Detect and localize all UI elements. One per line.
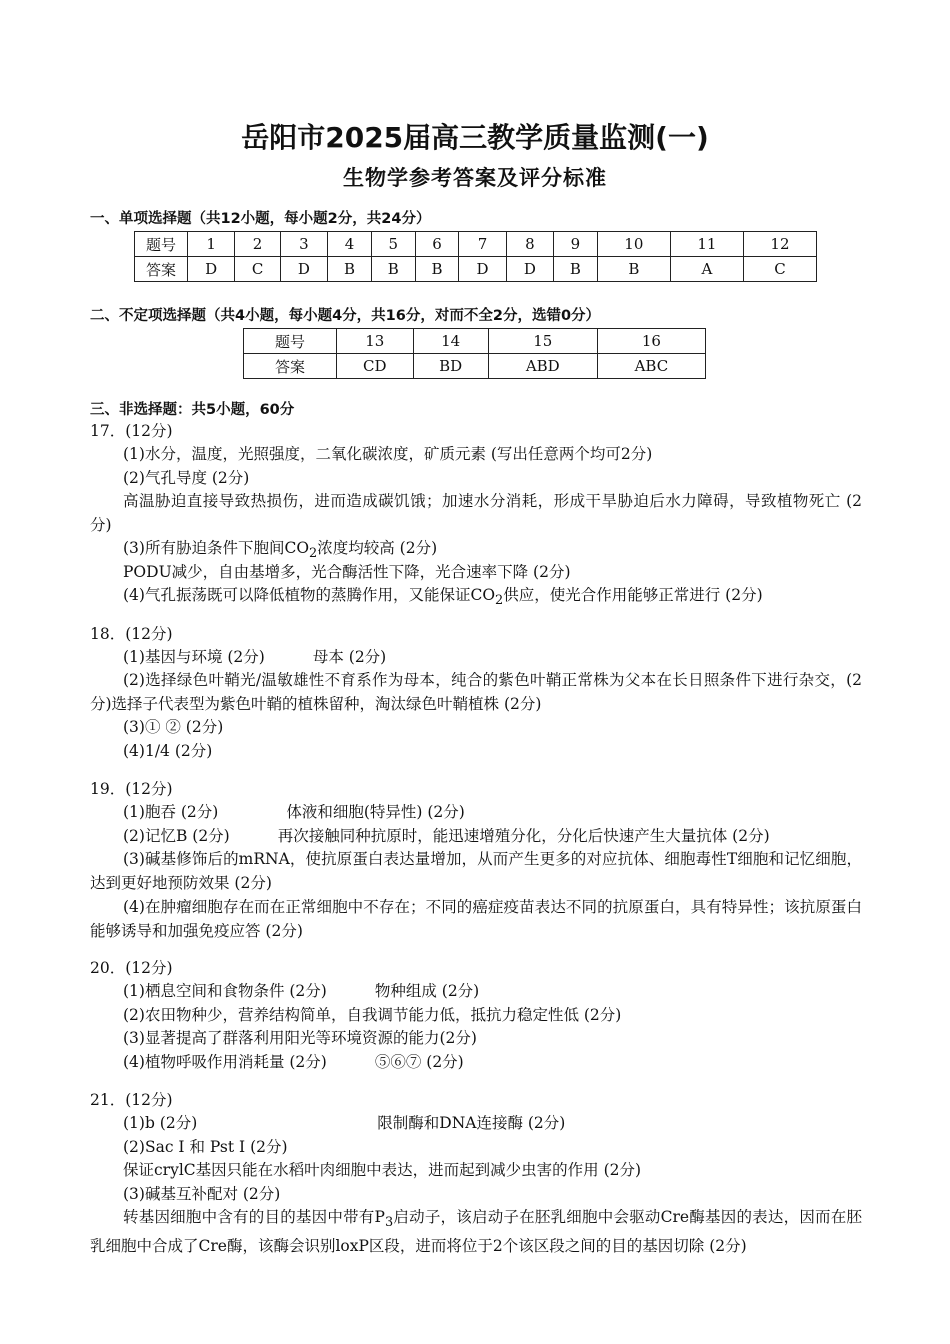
question-number-cell: 6: [415, 232, 459, 257]
q19-answer-3: (3)碱基修饰后的mRNA，使抗原蛋白表达量增加，从而产生更多的对应抗体、细胞毒性T细胞和记忆细胞，达到更好地预防效果 (2分): [90, 850, 862, 892]
multi-choice-answer-table: [243, 328, 706, 379]
row-label-number: 题号: [244, 329, 337, 354]
subscript: 2: [309, 546, 318, 562]
question-number-cell: 12: [743, 232, 816, 257]
q20-answer-1: (1)栖息空间和食物条件 (2分) 物种组成 (2分): [123, 982, 480, 1000]
answer-cell: B: [415, 257, 459, 282]
q18-answer-1: (1)基因与环境 (2分) 母本 (2分): [123, 648, 387, 666]
row-label-answer: 答案: [135, 257, 188, 282]
section2-heading: 二、不定项选择题（共4小题，每小题4分，共16分，对而不全2分，选错0分）: [90, 308, 601, 324]
subscript: 2: [495, 593, 504, 609]
answer-cell: B: [554, 257, 598, 282]
q20-answer-4: (4)植物呼吸作用消耗量 (2分) ⑤⑥⑦ (2分): [123, 1053, 464, 1071]
q21-answer-2-explanation: 保证crylC基因只能在水稻叶肉细胞中表达，进而起到减少虫害的作用 (2分): [123, 1161, 642, 1179]
q21-answer-3: (3)碱基互补配对 (2分): [123, 1185, 281, 1203]
answer-cell: B: [328, 257, 372, 282]
question-number-cell: 1: [188, 232, 235, 257]
question-number-cell: 7: [459, 232, 506, 257]
question-number-cell: 4: [328, 232, 372, 257]
question-number-cell: 10: [597, 232, 670, 257]
answer-cell: D: [280, 257, 327, 282]
section3-heading: 三、非选择题：共5小题，60分: [90, 402, 295, 418]
q21-heading: 21．(12分): [90, 1091, 173, 1109]
answer-cell: B: [371, 257, 415, 282]
q19-heading: 19．(12分): [90, 780, 173, 798]
q18-heading: 18．(12分): [90, 625, 173, 643]
q18-answer-2: (2)选择绿色叶鞘光/温敏雄性不育系作为母本，纯合的紫色叶鞘正常株为父本在长日照条件下进行杂交，(2分)选择子代表型为紫色叶鞘的植株留种，淘汰绿色叶鞘植株 (2分): [90, 671, 862, 713]
answer-cell: ABC: [597, 354, 705, 379]
row-label-number: 题号: [135, 232, 188, 257]
question-number-cell: 16: [597, 329, 705, 354]
question-number-cell: 9: [554, 232, 598, 257]
q19-answer-4: (4)在肿瘤细胞存在而在正常细胞中不存在；不同的癌症疫苗表达不同的抗原蛋白，具有特异性；该抗原蛋白能够诱导和加强免疫应答 (2分): [90, 898, 862, 940]
question-number-cell: 2: [235, 232, 280, 257]
q19-answer-1: (1)胞吞 (2分) 体液和细胞(特异性) (2分): [123, 803, 465, 821]
page-title: 岳阳市2025届高三教学质量监测(一): [241, 121, 709, 154]
answer-cell: C: [743, 257, 816, 282]
section1-heading: 一、单项选择题（共12小题，每小题2分，共24分）: [90, 211, 431, 227]
question-number-cell: 15: [488, 329, 597, 354]
q18-answer-4: (4)1/4 (2分): [123, 742, 213, 760]
answer-cell: BD: [413, 354, 488, 379]
subscript: 3: [384, 1215, 394, 1231]
q18-answer-3: (3)① ② (2分): [123, 718, 224, 736]
q17-answer-2-explanation: 高温胁迫直接导致热损伤，进而造成碳饥饿；加速水分消耗，形成干旱胁迫后水力障碍，导致植物死亡 (2分): [90, 492, 862, 534]
q17-answer-1: (1)水分，温度，光照强度，二氧化碳浓度，矿质元素 (写出任意两个均可2分): [123, 445, 653, 463]
answer-cell: B: [597, 257, 670, 282]
answer-cell: CD: [337, 354, 414, 379]
q17-answer-2: (2)气孔导度 (2分): [123, 469, 250, 487]
answer-cell: D: [188, 257, 235, 282]
row-label-answer: 答案: [244, 354, 337, 379]
q21-answer-1: (1)b (2分) 限制酶和DNA连接酶 (2分): [123, 1114, 566, 1132]
single-choice-answer-table: [134, 231, 817, 282]
answer-cell: A: [670, 257, 743, 282]
question-number-cell: 13: [337, 329, 414, 354]
answer-cell: ABD: [488, 354, 597, 379]
q21-answer-3-explanation: 转基因细胞中含有的目的基因中带有$P_3$启动子，该启动子在胚乳细胞中会驱动Cre酶基因的表达，因而在胚乳细胞中合成了Cre酶，该酶会识别loxP区段，进而将位于2个该区段之间的目的基因切除 (2分): [90, 1208, 862, 1255]
page-subtitle: 生物学参考答案及评分标准: [343, 166, 607, 190]
answer-cell: D: [459, 257, 506, 282]
question-number-cell: 8: [506, 232, 553, 257]
question-number-cell: 3: [280, 232, 327, 257]
q17-answer-3-explanation: PODU减少，自由基增多，光合酶活性下降，光合速率下降 (2分): [123, 563, 571, 581]
q17-heading: 17．(12分): [90, 422, 173, 440]
answer-cell: C: [235, 257, 280, 282]
q17-answer-3: (3)所有胁迫条件下胞间$CO_2$浓度均较高 (2分): [123, 539, 438, 562]
q20-answer-3: (3)显著提高了群落利用阳光等环境资源的能力(2分): [123, 1029, 477, 1047]
question-number-cell: 14: [413, 329, 488, 354]
q17-answer-4: (4)气孔振荡既可以降低植物的蒸腾作用，又能保证$CO_2$供应，使光合作用能够正常进行 (2分): [123, 586, 763, 609]
question-number-cell: 11: [670, 232, 743, 257]
q19-answer-2: (2)记忆B (2分) 再次接触同种抗原时，能迅速增殖分化，分化后快速产生大量抗体 (2分): [123, 827, 770, 845]
q20-heading: 20．(12分): [90, 959, 173, 977]
q21-answer-2: (2)Sac I 和 Pst I (2分): [123, 1138, 288, 1156]
q20-answer-2: (2)农田物种少，营养结构简单，自我调节能力低，抵抗力稳定性低 (2分): [123, 1006, 622, 1024]
answer-cell: D: [506, 257, 553, 282]
question-number-cell: 5: [371, 232, 415, 257]
